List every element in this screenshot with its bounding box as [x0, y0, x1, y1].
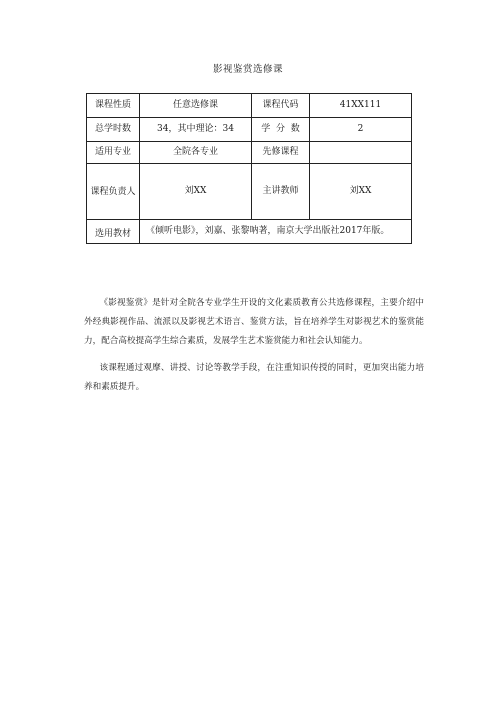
label-total-hours: 总学时数 [87, 118, 140, 142]
value-applicable-major: 全院各专业 [140, 142, 252, 164]
value-credits: 2 [310, 118, 412, 142]
body-paragraph: 《影视鉴赏》是针对全院各专业学生开设的文化素质教育公共选修课程，主要介绍中外经典影视作品、流派以及影视艺术语言、鉴赏方法，旨在培养学生对影视艺术的鉴赏能力，配合高校提高学生综合素质，发展学生艺术鉴赏能力和社会认知能力。 [84, 298, 424, 346]
label-course-type: 课程性质 [87, 94, 140, 118]
table-row [87, 94, 412, 118]
course-info-table [86, 93, 412, 244]
value-course-leader: 刘XX [140, 164, 252, 220]
value-course-type: 任意选修课 [140, 94, 252, 118]
label-applicable-major: 适用专业 [87, 142, 140, 164]
table-row [87, 220, 412, 244]
label-lecturer: 主讲教师 [252, 164, 310, 220]
page-title: 影视鉴赏选修课 [212, 64, 283, 75]
value-total-hours: 34，其中理论：34 [140, 118, 252, 142]
label-course-leader: 课程负责人 [87, 164, 140, 220]
label-textbook: 选用教材 [87, 220, 140, 244]
table-row [87, 164, 412, 220]
value-course-code: 41XX111 [310, 94, 412, 118]
table-row [87, 142, 412, 164]
value-textbook: 《倾听电影》，刘嘉、张黎呐著，南京大学出版社2017年版。 [140, 220, 412, 244]
label-course-code: 课程代码 [252, 94, 310, 118]
value-prerequisite [310, 142, 412, 164]
value-lecturer: 刘XX [310, 164, 412, 220]
table-row [87, 118, 412, 142]
label-prerequisite: 先修课程 [252, 142, 310, 164]
label-credits: 学 分 数 [252, 118, 310, 142]
body-paragraph: 该课程通过观摩、讲授、讨论等教学手段，在注重知识传授的同时，更加突出能力培养和素质提升。 [84, 363, 424, 392]
